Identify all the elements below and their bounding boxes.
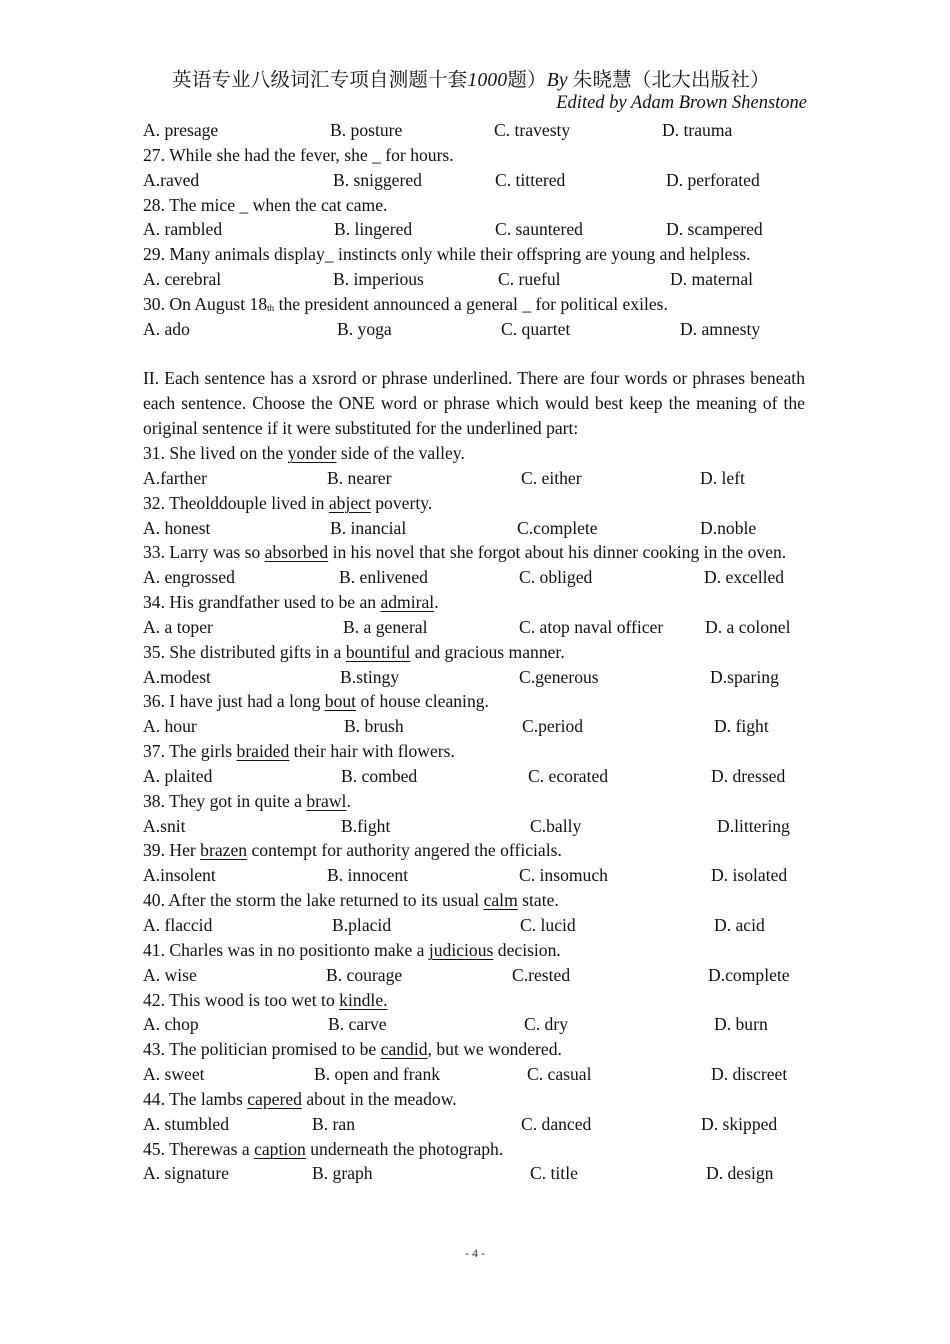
option-b: B. a general xyxy=(343,616,428,637)
underlined-word: caption xyxy=(254,1138,306,1159)
option-d: D. left xyxy=(700,467,745,488)
underlined-word: abject xyxy=(328,492,371,513)
question-37: 37. The girls braided their hair with flowers. xyxy=(143,741,455,762)
option-c: C. rueful xyxy=(498,269,561,290)
question-30: 30. On August $18_{th}$ the president announced a general _ for political exiles. xyxy=(143,293,668,314)
section-2-instructions: II. Each sentence has a xsrord or phrase underlined. There are four words or phrases beneath each sentence. Choose the ONE word or phrase which would best keep the meaning of the original sentence if it were substituted for the underlined part: xyxy=(143,368,805,439)
question-36: 36. I have just had a long bout of house cleaning. xyxy=(143,691,489,712)
option-a: A.snit xyxy=(143,815,186,836)
options-row xyxy=(143,1161,805,1186)
option-c: C. tittered xyxy=(495,169,566,190)
options-row xyxy=(143,913,805,938)
option-a: A. plaited xyxy=(143,765,213,786)
option-d: D.sparing xyxy=(710,666,779,687)
option-b: B. imperious xyxy=(333,269,424,290)
option-c: C.period xyxy=(522,716,584,737)
underlined-word: yonder xyxy=(287,442,337,463)
option-a: A. hour xyxy=(143,716,197,737)
header-editor: Edited by Adam Brown Shenstone xyxy=(556,93,807,113)
option-d: D. scampered xyxy=(666,219,763,240)
underlined-word: admiral xyxy=(380,592,435,613)
question-40: 40. After the storm the lake returned to its usual calm state. xyxy=(143,890,559,911)
option-d: D. dressed xyxy=(711,765,786,786)
section-2-questions xyxy=(143,441,805,1186)
option-c: C. danced xyxy=(521,1113,592,1134)
option-d: D. fight xyxy=(714,716,769,737)
option-b: B. combed xyxy=(341,765,418,786)
option-a: A. chop xyxy=(143,1014,199,1035)
question-32: 32. Theolddouple lived in abject poverty. xyxy=(143,492,433,513)
option-a: A. stumbled xyxy=(143,1113,230,1134)
option-d: D. design xyxy=(706,1163,774,1184)
question-31: 31. She lived on the yonder side of the valley. xyxy=(143,442,465,463)
option-b: B. innocent xyxy=(327,865,409,886)
question-38: 38. They got in quite a brawl. xyxy=(143,790,351,811)
option-a: A.insolent xyxy=(143,865,216,886)
option-a: A. signature xyxy=(143,1163,229,1184)
options-row xyxy=(143,466,805,491)
option-d: D. excelled xyxy=(704,567,785,588)
option-b: B. courage xyxy=(326,964,403,985)
underlined-word: braided xyxy=(236,741,290,762)
options-row xyxy=(143,217,805,242)
option-d: D. isolated xyxy=(711,865,788,886)
option-c: C.generous xyxy=(519,666,599,687)
options-row xyxy=(143,267,805,292)
option-c: C. atop naval officer xyxy=(519,616,664,637)
underlined-word: brazen xyxy=(200,840,248,861)
options-row xyxy=(143,1012,805,1037)
option-a: A. presage xyxy=(143,120,219,140)
option-b: B. posture xyxy=(330,120,403,140)
options-row xyxy=(143,168,805,193)
underlined-word: judicious xyxy=(428,939,494,960)
option-d: D. skipped xyxy=(701,1113,778,1134)
option-b: B. lingered xyxy=(334,219,413,240)
underlined-word: bout xyxy=(324,691,357,712)
option-b: B. open and frank xyxy=(314,1064,441,1085)
options-row xyxy=(143,1062,805,1087)
options-row xyxy=(143,565,805,590)
underlined-word: bountiful xyxy=(345,641,411,662)
option-a: A.modest xyxy=(143,666,211,687)
options-row xyxy=(143,665,805,690)
question-39: 39. Her brazen contempt for authority angered the officials. xyxy=(143,840,562,861)
option-c: C.complete xyxy=(517,517,598,538)
option-c: C. lucid xyxy=(520,915,576,935)
option-d: D. discreet xyxy=(711,1064,788,1085)
underlined-word: calm xyxy=(483,890,518,911)
option-a: A. flaccid xyxy=(143,915,213,935)
option-d: D.complete xyxy=(708,964,790,985)
option-c: C. travesty xyxy=(494,120,571,140)
spacer xyxy=(143,342,805,367)
options-row xyxy=(143,714,805,739)
option-c: C. either xyxy=(521,467,582,488)
option-b: B. brush xyxy=(344,716,404,737)
option-a: A. engrossed xyxy=(143,567,235,588)
options-row xyxy=(143,118,805,143)
question-44: 44. The lambs capered about in the meadow. xyxy=(143,1088,457,1109)
option-d: D. trauma xyxy=(662,120,733,140)
question-41: 41. Charles was in no positionto make a judicious decision. xyxy=(143,939,561,960)
option-c: C.bally xyxy=(530,815,582,836)
option-c: C. sauntered xyxy=(495,219,583,240)
underlined-word: candid xyxy=(380,1039,428,1060)
question-27: 27. While she had the fever, she _ for hours. xyxy=(143,144,454,165)
options-row xyxy=(143,615,805,640)
option-d: D. amnesty xyxy=(680,318,761,339)
underlined-word: kindle. xyxy=(339,989,388,1010)
option-a: A.farther xyxy=(143,467,207,488)
option-d: D. perforated xyxy=(666,169,760,190)
underlined-word: capered xyxy=(247,1088,302,1109)
option-c: C. obliged xyxy=(519,567,593,588)
question-42: 42. This wood is too wet to kindle. xyxy=(143,989,388,1010)
option-b: B. sniggered xyxy=(333,169,422,190)
underlined-word: absorbed xyxy=(264,542,329,563)
underlined-word: brawl xyxy=(306,790,347,811)
question-35: 35. She distributed gifts in a bountiful and gracious manner. xyxy=(143,641,565,662)
option-d: D. acid xyxy=(714,915,765,935)
option-a: A. ado xyxy=(143,318,190,339)
option-c: C. title xyxy=(530,1163,578,1184)
header-title: 英语专业八级词汇专项自测题十套1000题）By 朱晓慧（北大出版社） xyxy=(172,70,770,91)
option-b: B. carve xyxy=(328,1014,387,1035)
option-a: A. wise xyxy=(143,964,197,985)
option-a: A. rambled xyxy=(143,219,223,240)
options-row xyxy=(143,863,805,888)
option-c: C. dry xyxy=(524,1014,568,1035)
option-b: B.placid xyxy=(332,915,392,935)
question-content xyxy=(143,118,805,1186)
option-c: C. quartet xyxy=(501,318,571,339)
option-d: D.littering xyxy=(717,815,790,836)
options-row xyxy=(143,814,805,839)
option-c: C.rested xyxy=(512,964,571,985)
option-b: B.fight xyxy=(341,815,391,836)
question-45: 45. Therewas a caption underneath the photograph. xyxy=(143,1138,504,1159)
question-43: 43. The politician promised to be candid, but we wondered. xyxy=(143,1039,562,1060)
option-a: A. honest xyxy=(143,517,211,538)
option-d: D. a colonel xyxy=(705,616,791,637)
option-a: A.raved xyxy=(143,169,200,190)
option-b: B. enlivened xyxy=(339,567,428,588)
option-c: C. casual xyxy=(527,1064,592,1085)
options-row xyxy=(143,764,805,789)
option-a: A. sweet xyxy=(143,1064,205,1085)
options-row xyxy=(143,516,805,541)
question-28: 28. The mice _ when the cat came. xyxy=(143,194,388,215)
question-29: 29. Many animals display_ instincts only while their offspring are young and helpless. xyxy=(143,244,751,265)
option-b: B. graph xyxy=(312,1163,373,1184)
option-a: A. cerebral xyxy=(143,269,222,290)
page-number: - 4 - xyxy=(465,1246,485,1260)
options-row xyxy=(143,317,805,342)
option-d: D. maternal xyxy=(670,269,754,290)
option-c: C. ecorated xyxy=(528,765,609,786)
question-34: 34. His grandfather used to be an admiral. xyxy=(143,592,439,613)
question-33: 33. Larry was so absorbed in his novel that she forgot about his dinner cooking in the oven. xyxy=(143,542,787,563)
option-b: B. yoga xyxy=(337,318,392,339)
option-a: A. a toper xyxy=(143,616,213,637)
option-b: B.stingy xyxy=(340,666,400,687)
options-row xyxy=(143,963,805,988)
option-c: C. insomuch xyxy=(519,865,608,886)
option-d: D.noble xyxy=(700,517,757,538)
option-d: D. burn xyxy=(714,1014,768,1035)
option-b: B. nearer xyxy=(327,467,392,488)
option-b: B. ran xyxy=(312,1113,355,1134)
options-row xyxy=(143,1112,805,1137)
option-b: B. inancial xyxy=(330,517,407,538)
